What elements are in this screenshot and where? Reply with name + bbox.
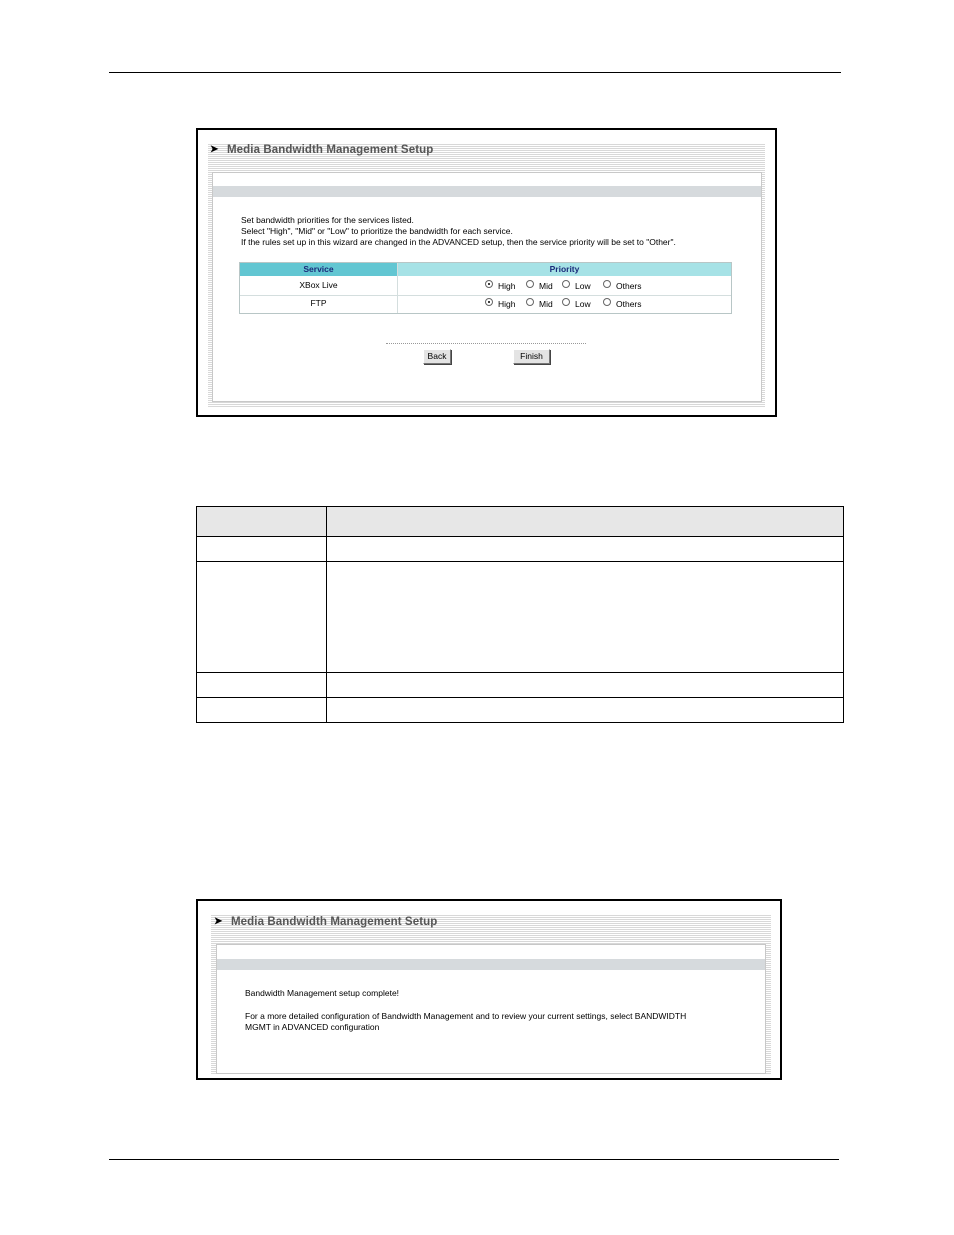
complete-message: Bandwidth Management setup complete! [245,988,400,998]
radio-mid-ftp[interactable] [526,298,534,306]
radio-low-xbox[interactable] [562,280,570,288]
row-divider [197,697,843,698]
bottom-rule [109,1159,839,1160]
detail-line-1: For a more detailed configuration of Bandwidth Management and to review your current settings, select BANDWIDTH [245,1011,687,1021]
radio-mid-xbox[interactable] [526,280,534,288]
top-rule [109,72,841,73]
finish-button[interactable]: Finish [513,349,550,364]
radio-label: Low [575,299,591,309]
section-bar [213,186,761,197]
intro-line-2: Select "High", "Mid" or "Low" to prioritize the bandwidth for each service. [241,226,513,236]
priority-table [239,262,732,314]
radio-others-xbox[interactable] [603,280,611,288]
radio-high-ftp[interactable] [485,298,493,306]
radio-high-xbox[interactable] [485,280,493,288]
service-name: XBox Live [299,280,338,290]
radio-label: High [498,281,516,291]
page-title: Media Bandwidth Management Setup [227,144,434,156]
priority-column-header: Priority [398,263,731,276]
page-title: Media Bandwidth Management Setup [231,916,438,928]
content-panel [216,944,766,1074]
chevron-right-icon: ➤ [210,144,219,155]
service-name: FTP [310,298,327,308]
back-button[interactable]: Back [423,349,451,364]
column-divider [397,263,398,313]
radio-others-ftp[interactable] [603,298,611,306]
radio-label: Low [575,281,591,291]
complete-screenshot [196,899,782,1080]
radio-label: High [498,299,516,309]
chevron-right-icon: ➤ [214,916,223,927]
radio-label: Others [616,299,642,309]
detail-line-2: MGMT in ADVANCED configuration [245,1022,380,1032]
button-separator [386,343,586,344]
intro-line-1: Set bandwidth priorities for the services listed. [241,215,414,225]
radio-label: Mid [539,281,553,291]
field-description-table [196,506,844,723]
row-divider [240,295,731,296]
service-column-header: Service [240,263,397,276]
radio-low-ftp[interactable] [562,298,570,306]
column-divider [326,507,327,722]
row-divider [197,561,843,562]
wizard-screenshot [196,128,777,417]
row-divider [197,672,843,673]
table-header [197,507,843,536]
radio-label: Others [616,281,642,291]
radio-label: Mid [539,299,553,309]
row-divider [197,536,843,537]
intro-line-3: If the rules set up in this wizard are changed in the ADVANCED setup, then the service priority will be set to "Other". [241,237,676,247]
section-bar [217,959,765,970]
content-panel [212,172,762,402]
